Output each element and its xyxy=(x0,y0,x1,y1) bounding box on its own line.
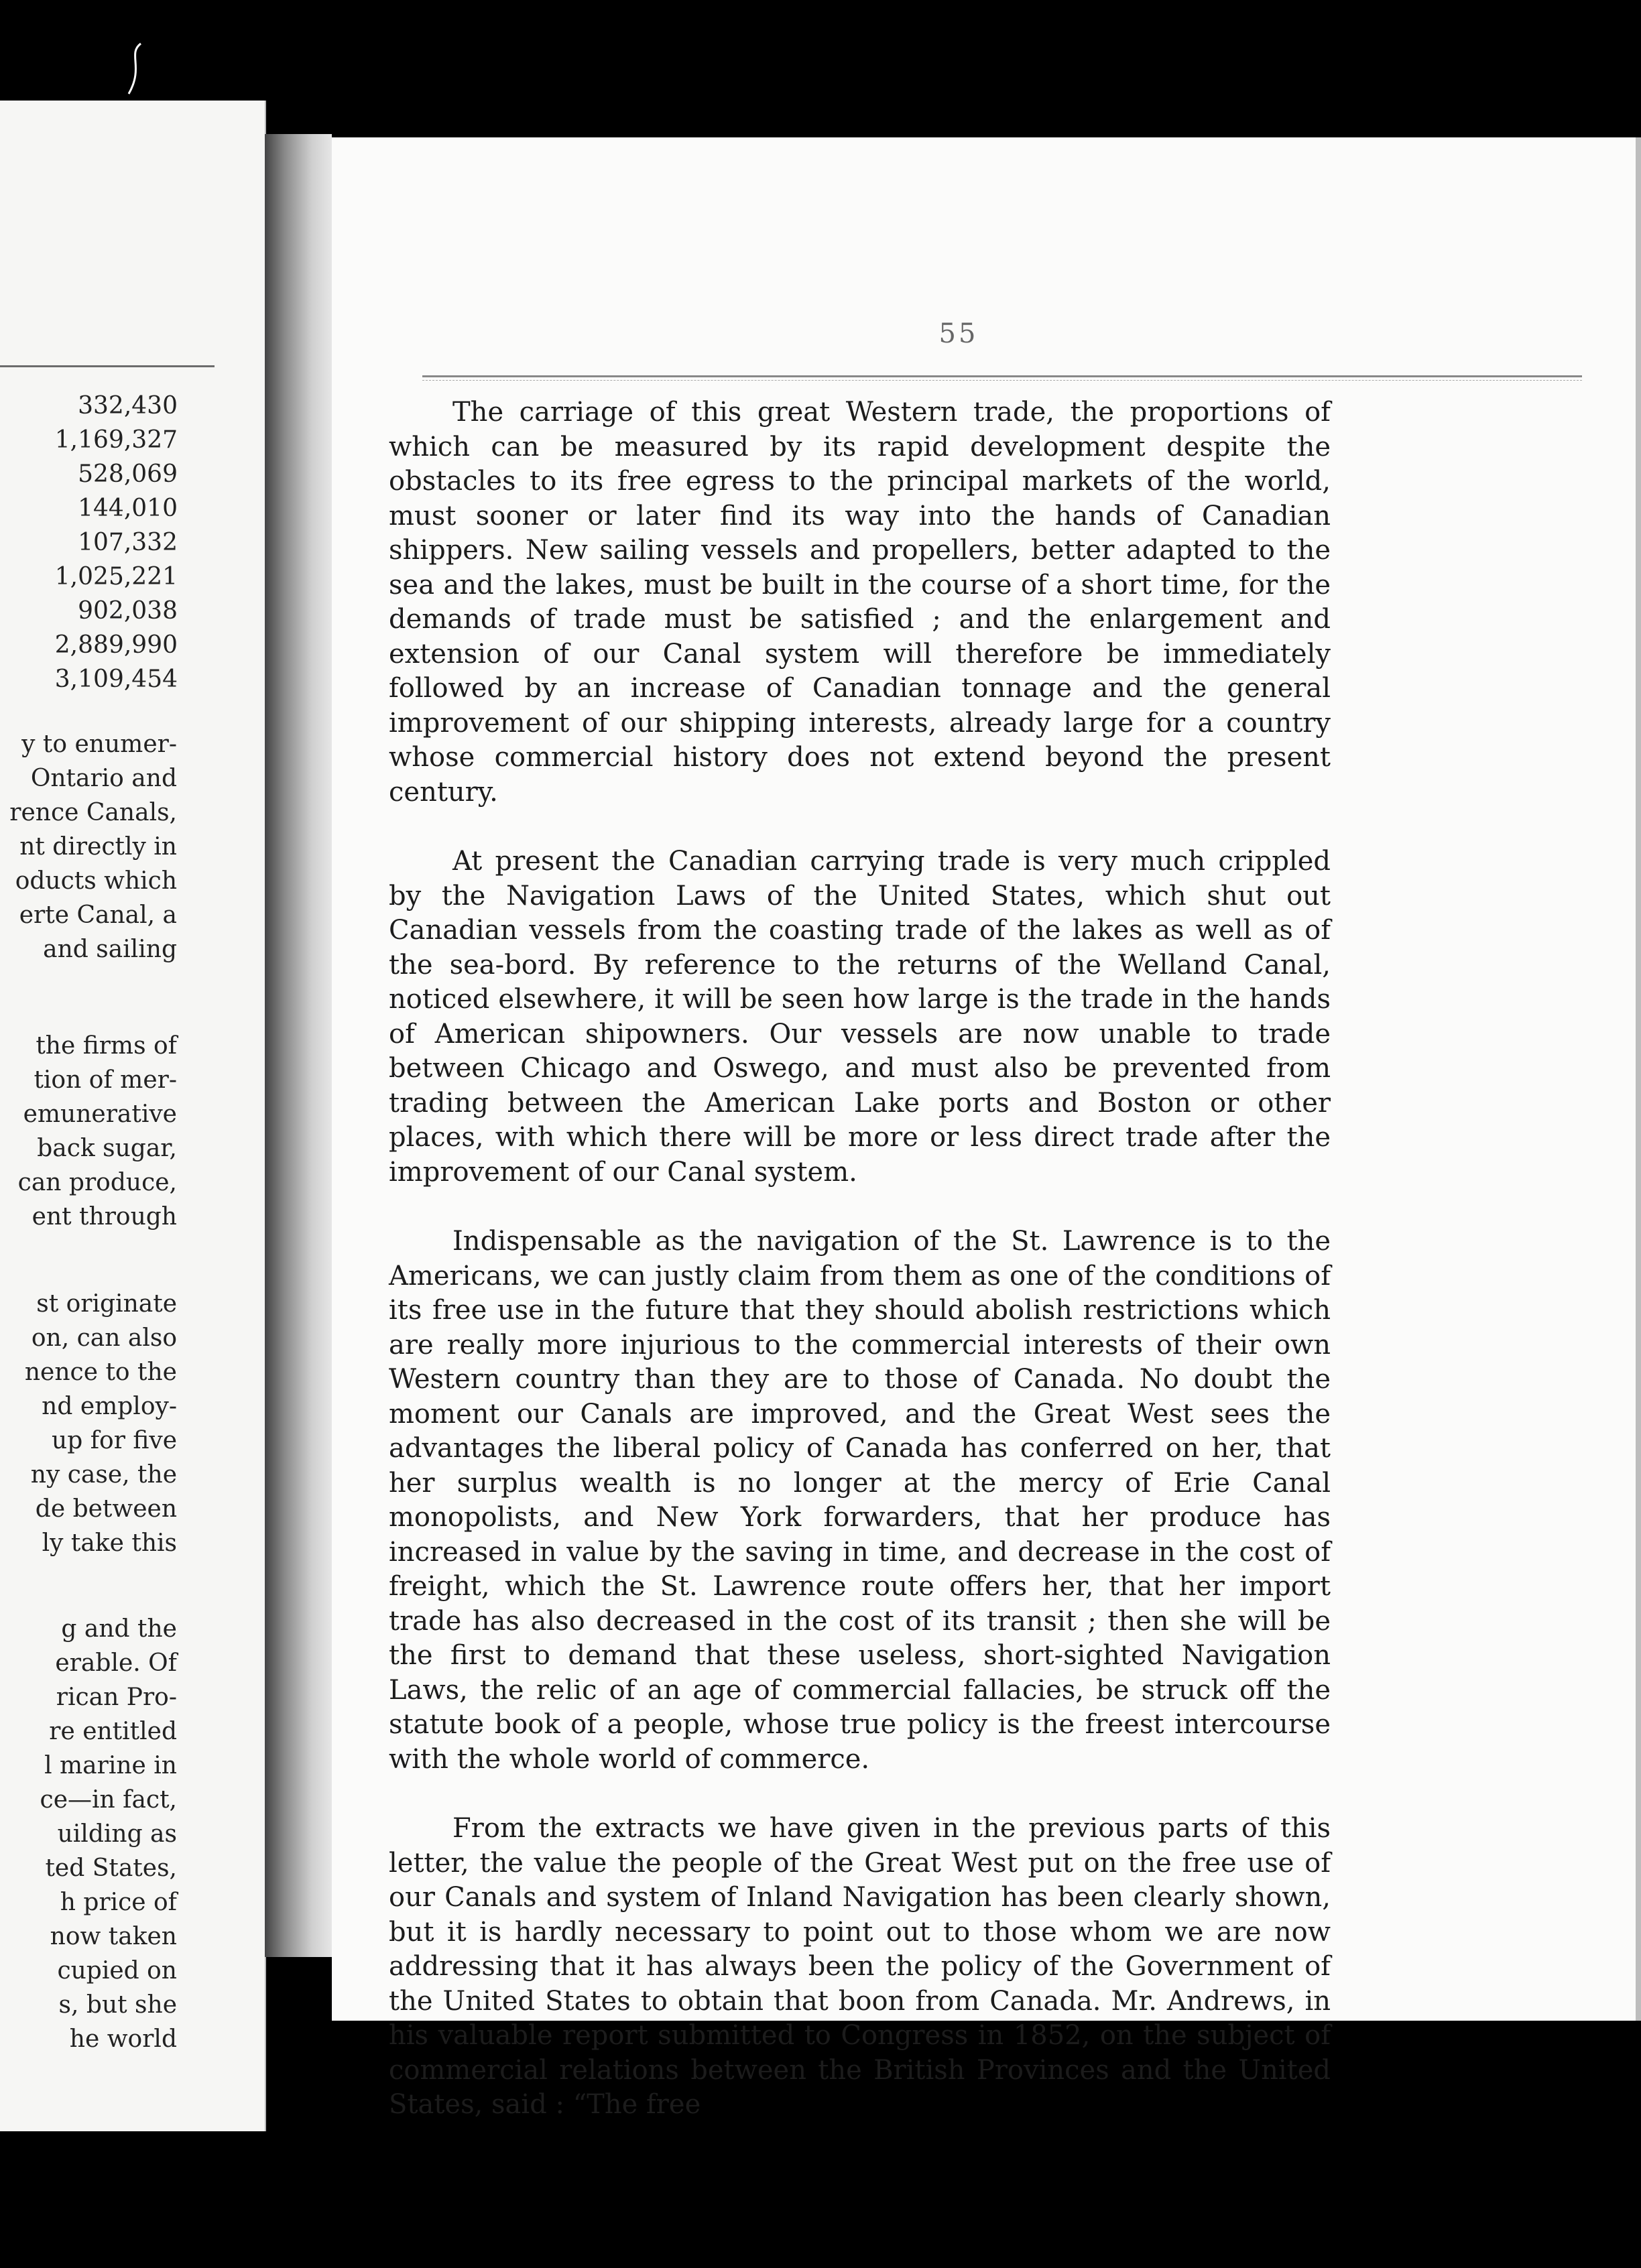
left-text-line: s, but she xyxy=(58,1991,177,2019)
left-text-line: uilding as xyxy=(57,1820,177,1848)
left-text-line: ly take this xyxy=(42,1529,177,1557)
left-text-line: ted States, xyxy=(45,1854,177,1882)
paragraph: Indispensable as the navigation of the St. Lawrence is to the Americans, we can justly claim from them as one of the conditions of its free use in the future that they should abolish restrictions which are really more injurious to the commercial interests of their own Western country than they are to those of Canada. No doubt the moment our Canals are improved, and the Great West sees the advantages the liberal policy of Canada has conferred on her, that her surplus wealth is no longer at the mercy of Erie Canal monopolists, and New York forwarders, that her produce has increased in value by the saving in time, and decrease in the cost of freight, which the St. Lawrence route offers her, that her import trade has also decreased in the cost of its transit ; then she will be the first to demand that these useless, short-sighted Navigation Laws, the relic of an age of commercial fallacies, be struck off the statute book of a people, whose true policy is the freest intercourse with the whole world of commerce. xyxy=(389,1226,1331,1775)
left-text-line: nt directly in xyxy=(19,833,177,861)
paragraph: At present the Canadian carrying trade is very much crippled by the Navigation Laws of the United States, which shut out Canadian vessels from the coasting trade of the lakes as well as of the sea-bord. By reference to the returns of the Welland Canal, noticed elsewhere, it will be seen how large is the trade in the hands of American shipowners. Our vessels are now unable to trade between Chicago and Oswego, and must also be prevented from trading between the American Lake ports and Boston or other places, with which there will be more or less direct trade after the improvement of our Canal system. xyxy=(389,846,1331,1188)
left-text-line: h price of xyxy=(60,1889,177,1916)
left-text-line: the firms of xyxy=(36,1032,177,1060)
left-text-line: back sugar, xyxy=(37,1135,177,1162)
right-page xyxy=(332,137,1641,2120)
left-number: 332,430 xyxy=(78,392,178,420)
left-number: 2,889,990 xyxy=(54,631,178,659)
left-text-line: up for five xyxy=(52,1427,177,1454)
left-number: 1,025,221 xyxy=(54,563,178,590)
left-number: 1,169,327 xyxy=(54,426,178,454)
left-text-line: l marine in xyxy=(44,1752,177,1779)
left-text-line: st originate xyxy=(36,1290,177,1318)
book-gutter xyxy=(265,134,332,1957)
left-text-line: de between xyxy=(35,1495,177,1523)
left-text-line: emunerative xyxy=(23,1100,177,1128)
left-number: 107,332 xyxy=(78,529,178,556)
header-rule-secondary xyxy=(422,380,1582,381)
left-text-line: oducts which xyxy=(15,867,177,895)
left-text-line: ent through xyxy=(32,1203,177,1231)
left-text-line: Ontario and xyxy=(30,765,177,792)
left-text-line: re entitled xyxy=(49,1718,177,1745)
left-facing-page xyxy=(0,101,266,2131)
left-text-line: ny case, the xyxy=(30,1461,177,1489)
paragraph: The carriage of this great Western trade, the proportions of which can be measured by its rapid development despite the obstacles to its free egress to the principal markets of the world, must sooner or later find its way into the hands of Canadian shippers. New sailing vessels and propellers, better adapted to the sea and the lakes, must be built in the course of a short time, for the demands of trade must be satisfied ; and the enlargement and extension of our Canal system will therefore be immediately followed by an increase of Canadian tonnage and the general improvement of our shipping interests, already large for a country whose commercial history does not extend beyond the present century. xyxy=(389,397,1331,808)
left-text-line: g and the xyxy=(61,1615,177,1643)
left-text-line: y to enumer- xyxy=(21,731,177,758)
paragraph: From the extracts we have given in the previous parts of this letter, the value the people of the Great West put on the free use of our Canals and system of Inland Navigation has been clearly shown, but it is hardly necessary to point out to those whom we are now addressing that it has always been the policy of the Government of the United States to obtain that boon from Canada. Mr. Andrews, in his valuable report submitted to Congress in 1852, on the subject of commercial relations between the British Provinces and the United States, said : “The free xyxy=(389,1813,1331,2120)
left-text-fragment-group xyxy=(3,1287,177,1560)
left-text-line: nence to the xyxy=(24,1359,177,1386)
left-text-line: on, can also xyxy=(31,1324,177,1352)
page-number: 55 xyxy=(938,318,979,349)
left-text-fragment-group xyxy=(3,727,177,966)
left-text-line: rican Pro- xyxy=(56,1684,177,1711)
left-number-column xyxy=(30,389,178,696)
header-rule xyxy=(422,375,1582,377)
left-text-line: erable. Of xyxy=(55,1649,177,1677)
left-text-line: now taken xyxy=(50,1923,177,1950)
left-text-fragment-group xyxy=(3,1612,177,2056)
left-page-rule xyxy=(0,365,215,367)
left-text-line: he world xyxy=(69,2025,177,2053)
left-number: 528,069 xyxy=(78,460,178,488)
left-number: 902,038 xyxy=(78,597,178,625)
body-text xyxy=(389,395,1331,2157)
left-text-line: and sailing xyxy=(43,936,177,963)
left-text-line: erte Canal, a xyxy=(19,901,177,929)
left-text-line: nd employ- xyxy=(42,1393,177,1420)
left-text-line: tion of mer- xyxy=(34,1066,177,1094)
left-number: 144,010 xyxy=(78,495,178,522)
scratch-mark xyxy=(121,40,147,101)
left-text-line: ce—in fact, xyxy=(40,1786,177,1814)
left-number: 3,109,454 xyxy=(54,666,178,693)
left-text-line: can produce, xyxy=(17,1169,177,1196)
left-text-line: cupied on xyxy=(57,1957,177,1984)
left-text-fragment-group xyxy=(3,1029,177,1234)
left-text-line: rence Canals, xyxy=(9,799,177,826)
